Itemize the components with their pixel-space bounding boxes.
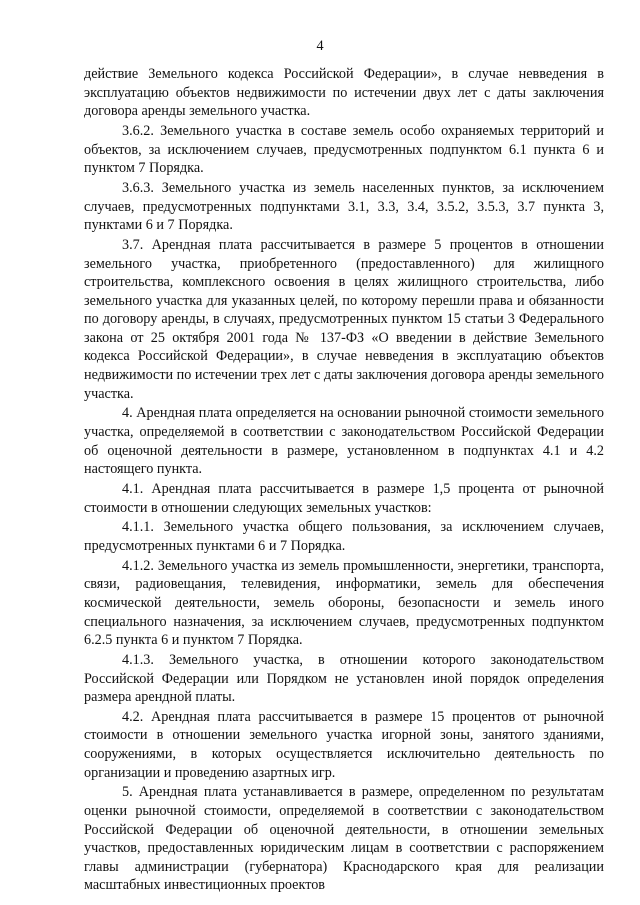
paragraph-5: 5. Арендная плата устанавливается в размере, определенном по результатам оценки рыночной стоимости, определяемой в соответствии с законодательством Российской Федерации об оценочной деятельности, в отношении земельных участков, предоставленных юридическим лицам в соответствии с распоряжением главы администрации (губернатора) Краснодарского края для реализации масштабных инвестиционных проектов xyxy=(84,784,604,894)
paragraph-4-1-1: 4.1.1. Земельного участка общего пользования, за исключением случаев, предусмотренных пунктами 6 и 7 Порядка. xyxy=(84,519,604,554)
page-number: 4 xyxy=(316,38,324,54)
paragraph-4-2: 4.2. Арендная плата рассчитывается в размере 15 процентов от рыночной стоимости в отношении земельного участка игорной зоны, занятого зданиями, сооружениями, в которых осуществляется исключительно деятельность по организации и проведению азартных игр. xyxy=(84,708,604,781)
paragraph-4-1-2: 4.1.2. Земельного участка из земель промышленности, энергетики, транспорта, связи, радиовещания, телевидения, информатики, земель для обеспечения космической деятельности, земель обороны, безопасности и земель иного специального назначения, за исключением случаев, предусмотренных подпунктом 6.2.5 пункта 6 и пунктом 7 Порядка. xyxy=(84,557,604,649)
paragraph-3-7: 3.7. Арендная плата рассчитывается в размере 5 процентов в отношении земельного участка, приобретенного (предоставленного) для жилищного строительства, комплексного освоения в целях жилищного строительства, либо земельного участка для указанных целей, по которому перешли права и обязанности по договору аренды, в случаях, предусмотренных пунктом 15 статьи 3 Федерального закона от 25 октября 2001 года № 137-ФЗ «О введении в действие Земельного кодекса Российской Федерации», в случае невведения в эксплуатацию объектов недвижимости по истечении трех лет с даты заключения договора аренды земельного участка. xyxy=(84,236,604,402)
paragraph-4-1: 4.1. Арендная плата рассчитывается в размере 1,5 процента от рыночной стоимости в отношении следующих земельных участков: xyxy=(84,481,604,516)
paragraph-4: 4. Арендная плата определяется на основании рыночной стоимости земельного участка, определяемой в соответствии с законодательством Российской Федерации об оценочной деятельности в размере, установленном в подпунктах 4.1 и 4.2 настоящего пункта. xyxy=(84,405,604,478)
paragraph-3-6-2: 3.6.2. Земельного участка в составе земель особо охраняемых территорий и объектов, за исключением случаев, предусмотренных подпунктом 6.1 пункта 6 и пунктом 7 Порядка. xyxy=(84,122,604,177)
paragraph-3-6-3: 3.6.3. Земельного участка из земель населенных пунктов, за исключением случаев, предусмотренных подпунктами 3.1, 3.3, 3.4, 3.5.2, 3.5.3, 3.7 пункта 3, пунктами 6 и 7 Порядка. xyxy=(84,179,604,234)
document-body xyxy=(84,65,604,896)
paragraph-4-1-3: 4.1.3. Земельного участка, в отношении которого законодательством Российской Федерации или Порядком не установлен иной порядок определения размера арендной платы. xyxy=(84,651,604,706)
paragraph-continuation: действие Земельного кодекса Российской Федерации», в случае невведения в эксплуатацию объектов недвижимости по истечении двух лет с даты заключения договора аренды земельного участка. xyxy=(84,66,604,120)
